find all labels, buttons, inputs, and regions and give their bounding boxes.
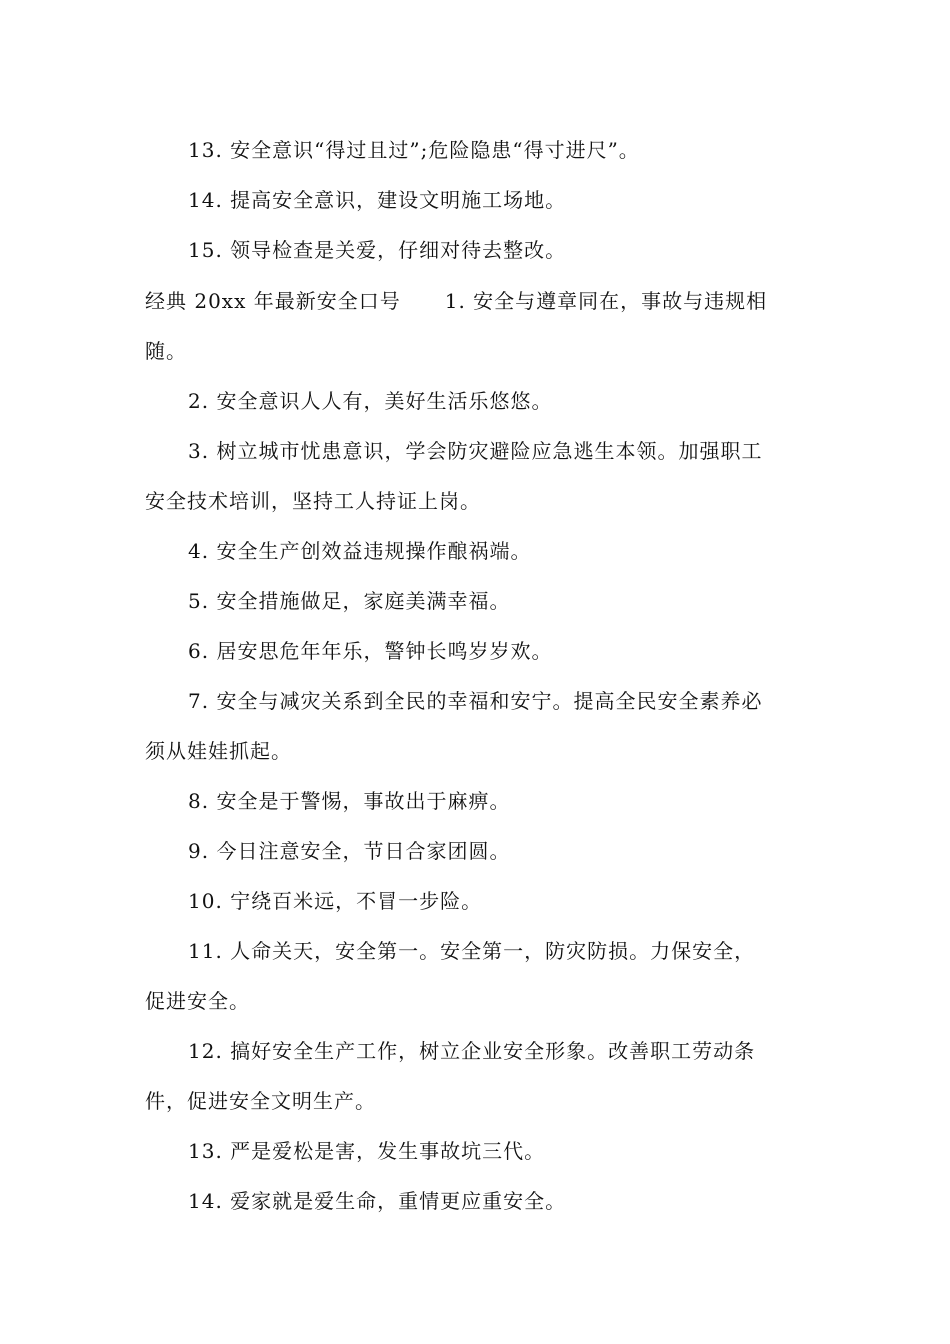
slogan-line: 13. 严是爱松是害，发生事故坑三代。 — [188, 1139, 546, 1163]
slogan-line: 3. 树立城市忧患意识，学会防灾避险应急逃生本领。加强职工 — [188, 439, 763, 463]
slogan-line: 4. 安全生产创效益违规操作酿祸端。 — [188, 539, 532, 563]
slogan-line: 15. 领导检查是关爱，仔细对待去整改。 — [188, 238, 567, 262]
slogan-line: 7. 安全与减灾关系到全民的幸福和安宁。提高全民安全素养必 — [188, 689, 763, 713]
section-heading: 经典 20xx 年最新安全口号 — [145, 289, 401, 313]
slogan-line: 5. 安全措施做足，家庭美满幸福。 — [188, 589, 511, 613]
slogan-line-continued: 促进安全。 — [145, 989, 250, 1013]
slogan-line: 8. 安全是于警惕，事故出于麻痹。 — [188, 789, 511, 813]
slogan-line: 12. 搞好安全生产工作，树立企业安全形象。改善职工劳动条 — [188, 1039, 756, 1063]
section-line — [145, 289, 767, 313]
slogan-line-continued: 件，促进安全文明生产。 — [145, 1089, 376, 1113]
slogan-line-continued: 随。 — [145, 339, 187, 363]
slogan-line: 6. 居安思危年年乐，警钟长鸣岁岁欢。 — [188, 639, 553, 663]
slogan-text: 1. 安全与遵章同在，事故与违规相 — [444, 289, 768, 313]
slogan-line: 10. 宁绕百米远，不冒一步险。 — [188, 889, 483, 913]
slogan-line: 13. 安全意识“得过且过”;危险隐患“得寸进尺”。 — [188, 138, 640, 162]
slogan-line: 14. 提高安全意识，建设文明施工场地。 — [188, 188, 567, 212]
slogan-line: 11. 人命关天，安全第一。安全第一，防灾防损。力保安全， — [188, 939, 756, 963]
slogan-line-continued: 安全技术培训，坚持工人持证上岗。 — [145, 489, 481, 513]
slogan-line: 14. 爱家就是爱生命，重情更应重安全。 — [188, 1189, 567, 1213]
slogan-line: 2. 安全意识人人有，美好生活乐悠悠。 — [188, 389, 553, 413]
slogan-line: 9. 今日注意安全，节日合家团圆。 — [188, 839, 511, 863]
slogan-line-continued: 须从娃娃抓起。 — [145, 739, 292, 763]
